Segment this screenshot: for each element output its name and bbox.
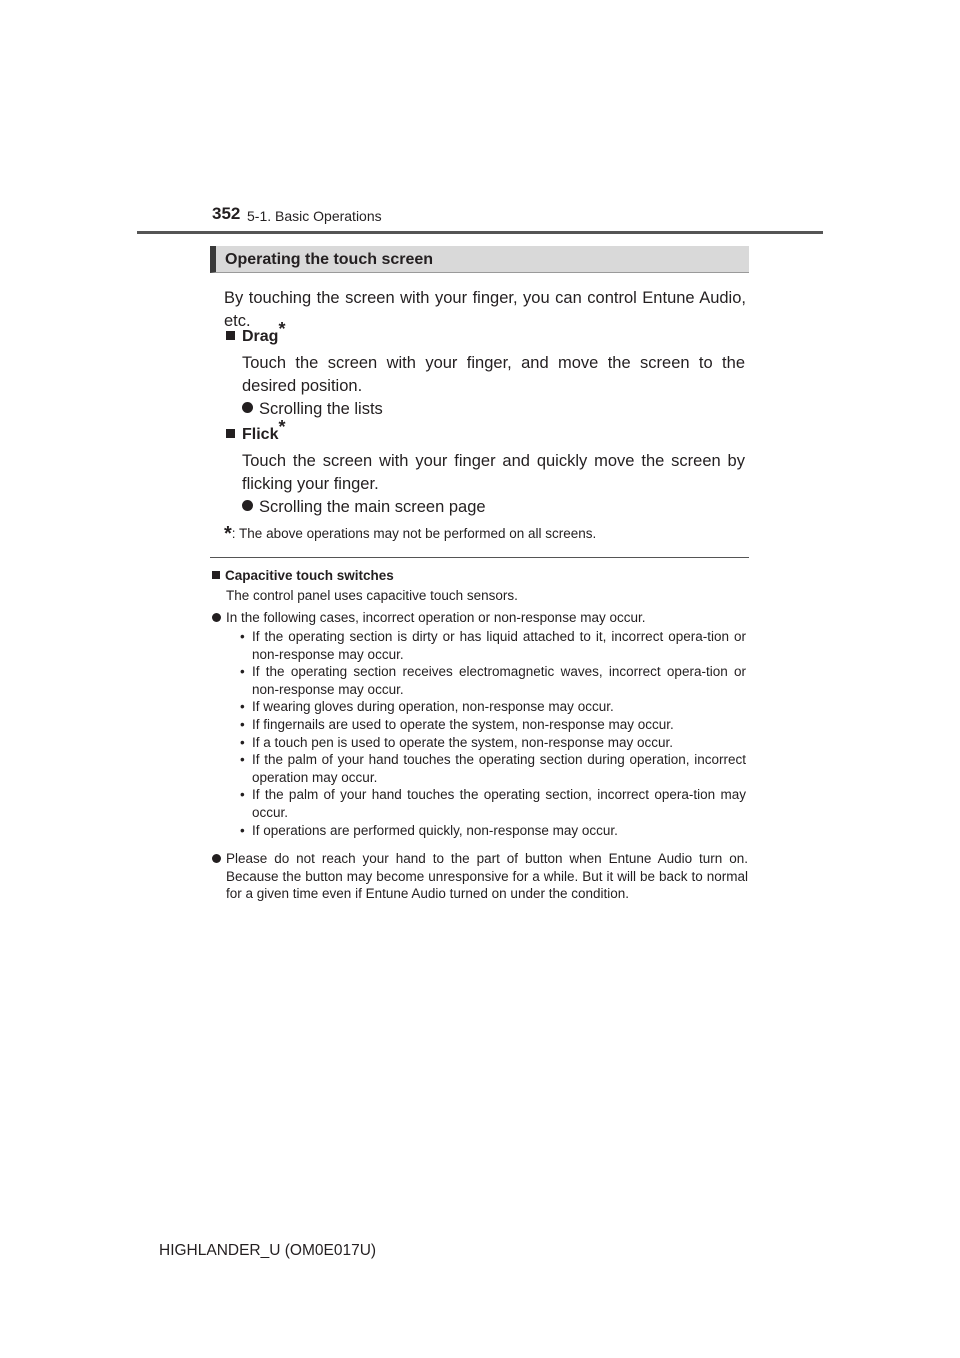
- circle-bullet-icon: [242, 500, 253, 511]
- section-label: 5-1. Basic Operations: [247, 208, 382, 224]
- square-bullet-icon: [226, 331, 235, 340]
- square-bullet-icon: [212, 571, 220, 579]
- circle-bullet-icon: [212, 613, 221, 622]
- page-number: 352: [212, 204, 241, 223]
- drag-example-text: Scrolling the lists: [259, 400, 383, 418]
- flick-description: Touch the screen with your finger and quickly move the screen by flicking your finger.: [242, 452, 745, 493]
- footnote: [224, 523, 596, 546]
- drag-example: [242, 398, 383, 421]
- section-title: Operating the touch screen: [225, 251, 434, 268]
- hand-note-text: Please do not reach your hand to the part of button when Entune Audio turn on. Because the button may become unresponsive for a while. But it will be back to normal for a given time even if Entune Audio turned on under the condition.: [226, 851, 748, 902]
- footer-model-code: HIGHLANDER_U (OM0E017U): [159, 1242, 377, 1259]
- header-rule: [137, 231, 823, 234]
- footnote-text: : The above operations may not be performed on all screens.: [231, 526, 597, 541]
- flick-example: [242, 496, 486, 519]
- cases-intro-text: In the following cases, incorrect operation or non-response may occur.: [226, 610, 646, 625]
- list-item: • If operations are performed quickly, non-response may occur.: [240, 822, 746, 840]
- flick-title: Flick: [242, 426, 279, 443]
- cases-list: [240, 628, 746, 839]
- footnote-asterisk: *: [224, 523, 232, 545]
- section-banner: [210, 246, 749, 273]
- list-item: • If the palm of your hand touches the operating section during operation, incorrect operation may occur.: [240, 751, 746, 786]
- hand-note-paragraph: [212, 850, 748, 903]
- hand-note: [212, 850, 748, 903]
- cases-intro: [212, 609, 645, 627]
- drag-title: Drag: [242, 328, 279, 345]
- notes-description: The control panel uses capacitive touch sensors.: [226, 588, 518, 603]
- flick-heading: [226, 417, 286, 444]
- drag-description: Touch the screen with your finger, and move the screen to the desired position.: [242, 354, 745, 395]
- flick-asterisk: *: [278, 417, 286, 437]
- intro-paragraph: By touching the screen with your finger, you can control Entune Audio, etc.: [224, 289, 746, 330]
- circle-bullet-icon: [212, 854, 221, 863]
- list-item: • If a touch pen is used to operate the system, non-response may occur.: [240, 734, 746, 752]
- notes-heading: [212, 567, 394, 585]
- flick-example-text: Scrolling the main screen page: [259, 498, 486, 516]
- list-item: • If the palm of your hand touches the operating section, incorrect opera-tion may occur.: [240, 786, 746, 821]
- circle-bullet-icon: [242, 402, 253, 413]
- drag-asterisk: *: [278, 319, 286, 339]
- list-item: • If wearing gloves during operation, non-response may occur.: [240, 698, 746, 716]
- list-item: • If the operating section is dirty or has liquid attached to it, incorrect opera-tion or non-response may occur.: [240, 628, 746, 663]
- notes-title: Capacitive touch switches: [225, 568, 394, 583]
- list-item: • If the operating section receives electromagnetic waves, incorrect opera-tion or non-response may occur.: [240, 663, 746, 698]
- notes-divider: [210, 557, 749, 558]
- drag-heading: [226, 319, 286, 346]
- list-item: • If fingernails are used to operate the system, non-response may occur.: [240, 716, 746, 734]
- square-bullet-icon: [226, 429, 235, 438]
